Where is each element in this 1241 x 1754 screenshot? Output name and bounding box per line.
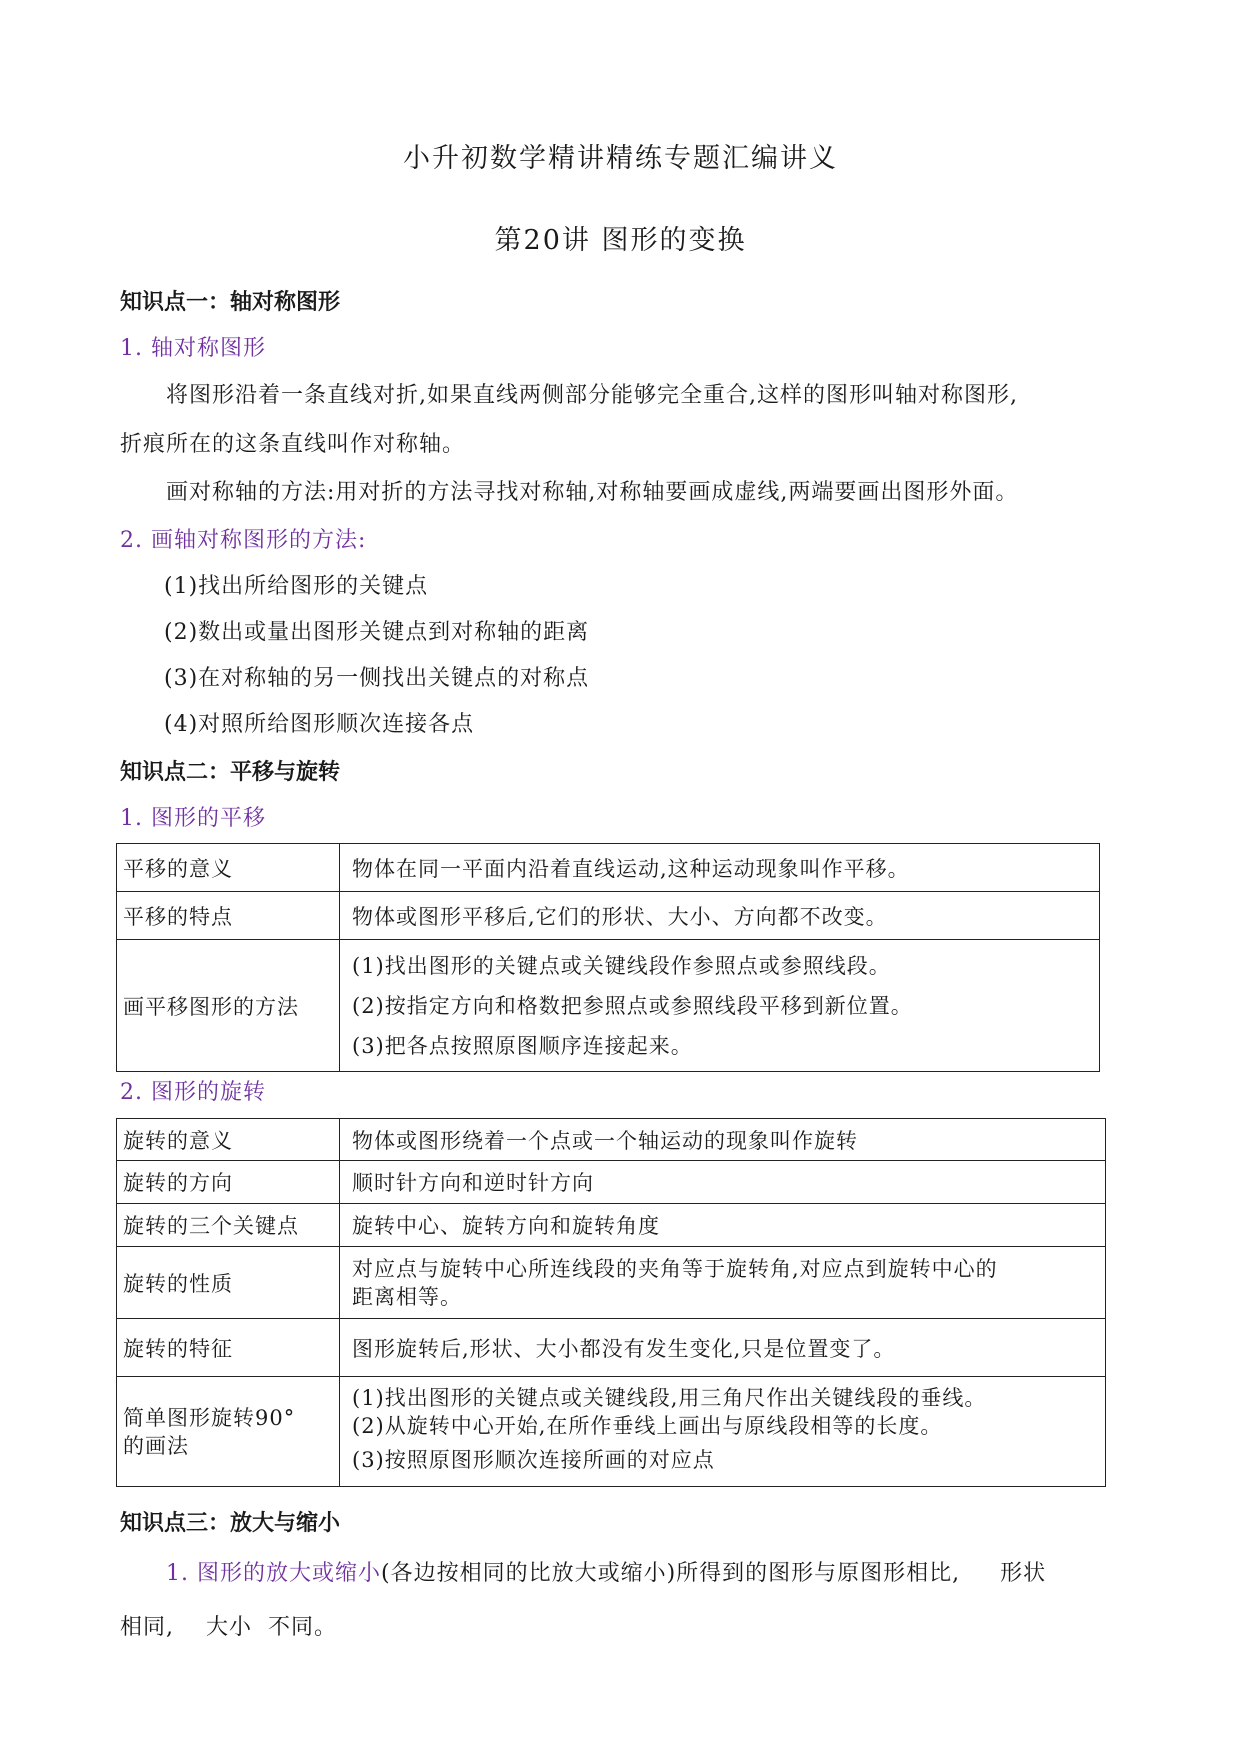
table-content-cell bbox=[340, 844, 1100, 892]
table-row bbox=[117, 1319, 1106, 1377]
table-row bbox=[117, 940, 1100, 1072]
table-content-cell bbox=[340, 1161, 1106, 1204]
lesson-title: 第20讲 图形的变换 bbox=[494, 225, 747, 256]
table-content-cell bbox=[340, 1204, 1106, 1247]
table-label-line: 简单图形旋转90° bbox=[123, 1405, 296, 1430]
table-label-cell: 画平移图形的方法 bbox=[117, 940, 340, 1072]
table-content-cell bbox=[340, 892, 1100, 940]
table-row bbox=[117, 844, 1100, 892]
table-label-cell: 旋转的方向 bbox=[117, 1161, 340, 1204]
table-content-line: 物体或图形绕着一个点或一个轴运动的现象叫作旋转 bbox=[352, 1128, 858, 1153]
kp1-step-1: (1)找出所给图形的关键点 bbox=[164, 574, 429, 599]
table-label-cell: 旋转的三个关键点 bbox=[117, 1204, 340, 1247]
kp1-subheading-1: 1. 轴对称图形 bbox=[120, 336, 266, 361]
kp1-heading: 知识点一：轴对称图形 bbox=[120, 290, 341, 315]
table-content-line: 对应点与旋转中心所连线段的夹角等于旋转角,对应点到旋转中心的 bbox=[352, 1256, 998, 1281]
table-content-line: 顺时针方向和逆时针方向 bbox=[352, 1171, 594, 1195]
table-content-cell bbox=[340, 1319, 1106, 1377]
kp3-text: (各边按相同的比放大或缩小)所得到的图形与原图形相比, 形状 bbox=[380, 1561, 1047, 1586]
table-label-cell: 平移的特点 bbox=[117, 892, 340, 940]
kp1-step-3: (3)在对称轴的另一侧找出关键点的对称点 bbox=[164, 666, 590, 691]
translation-table bbox=[116, 843, 1100, 1072]
table-content-line: 物体或图形平移后,它们的形状、大小、方向都不改变。 bbox=[352, 904, 888, 929]
table-content-line: (3)按照原图形顺次连接所画的对应点 bbox=[352, 1447, 715, 1472]
kp1-paragraph-1-line-2: 折痕所在的这条直线叫作对称轴。 bbox=[120, 432, 466, 457]
table-content-line: (1)找出图形的关键点或关键线段,用三角尺作出关键线段的垂线。 bbox=[352, 1385, 987, 1410]
table-row bbox=[117, 1204, 1106, 1247]
table-label-cell: 旋转的意义 bbox=[117, 1119, 340, 1161]
kp2-subheading-1: 1. 图形的平移 bbox=[120, 806, 266, 831]
table-content-line: (2)按指定方向和格数把参照点或参照线段平移到新位置。 bbox=[352, 993, 913, 1018]
table-label-cell: 旋转的特征 bbox=[117, 1319, 340, 1377]
kp3-purple-text: 1. 图形的放大或缩小 bbox=[166, 1561, 381, 1586]
table-row bbox=[117, 1377, 1106, 1487]
kp2-subheading-2: 2. 图形的旋转 bbox=[120, 1080, 266, 1105]
kp1-step-2: (2)数出或量出图形关键点到对称轴的距离 bbox=[164, 620, 590, 645]
table-content-cell bbox=[340, 1377, 1106, 1487]
table-content-line: 旋转中心、旋转方向和旋转角度 bbox=[352, 1214, 660, 1238]
table-content-line: (2)从旋转中心开始,在所作垂线上画出与原线段相等的长度。 bbox=[352, 1413, 943, 1438]
table-label-cell: 旋转的性质 bbox=[117, 1247, 340, 1319]
kp1-subheading-2: 2. 画轴对称图形的方法: bbox=[120, 528, 367, 553]
document-title: 小升初数学精讲精练专题汇编讲义 bbox=[403, 143, 838, 174]
kp1-paragraph-1-line-1: 将图形沿着一条直线对折,如果直线两侧部分能够完全重合,这样的图形叫轴对称图形, bbox=[166, 383, 1018, 408]
table-label-line: 的画法 bbox=[123, 1433, 189, 1458]
table-content-cell bbox=[340, 940, 1100, 1072]
kp3-paragraph-line-2: 相同, 大小 不同。 bbox=[120, 1615, 337, 1640]
table-content-line: 物体在同一平面内沿着直线运动,这种运动现象叫作平移。 bbox=[352, 856, 910, 881]
table-label-cell bbox=[117, 1377, 340, 1487]
table-content-cell bbox=[340, 1119, 1106, 1161]
table-row bbox=[117, 892, 1100, 940]
kp1-step-4: (4)对照所给图形顺次连接各点 bbox=[164, 712, 475, 737]
kp1-paragraph-2: 画对称轴的方法:用对折的方法寻找对称轴,对称轴要画成虚线,两端要画出图形外面。 bbox=[166, 480, 1019, 505]
table-content-line: 图形旋转后,形状、大小都没有发生变化,只是位置变了。 bbox=[352, 1336, 896, 1361]
kp3-heading: 知识点三：放大与缩小 bbox=[120, 1511, 341, 1536]
rotation-table bbox=[116, 1118, 1106, 1487]
table-label-cell: 平移的意义 bbox=[117, 844, 340, 892]
table-content-cell bbox=[340, 1247, 1106, 1319]
table-content-line: (1)找出图形的关键点或关键线段作参照点或参照线段。 bbox=[352, 953, 891, 978]
table-row bbox=[117, 1161, 1106, 1204]
kp2-heading: 知识点二：平移与旋转 bbox=[120, 760, 341, 785]
kp3-paragraph-line-1 bbox=[166, 1556, 1046, 1587]
table-row bbox=[117, 1119, 1106, 1161]
table-content-line: 距离相等。 bbox=[352, 1284, 462, 1309]
table-row bbox=[117, 1247, 1106, 1319]
table-content-line: (3)把各点按照原图顺序连接起来。 bbox=[352, 1033, 693, 1058]
